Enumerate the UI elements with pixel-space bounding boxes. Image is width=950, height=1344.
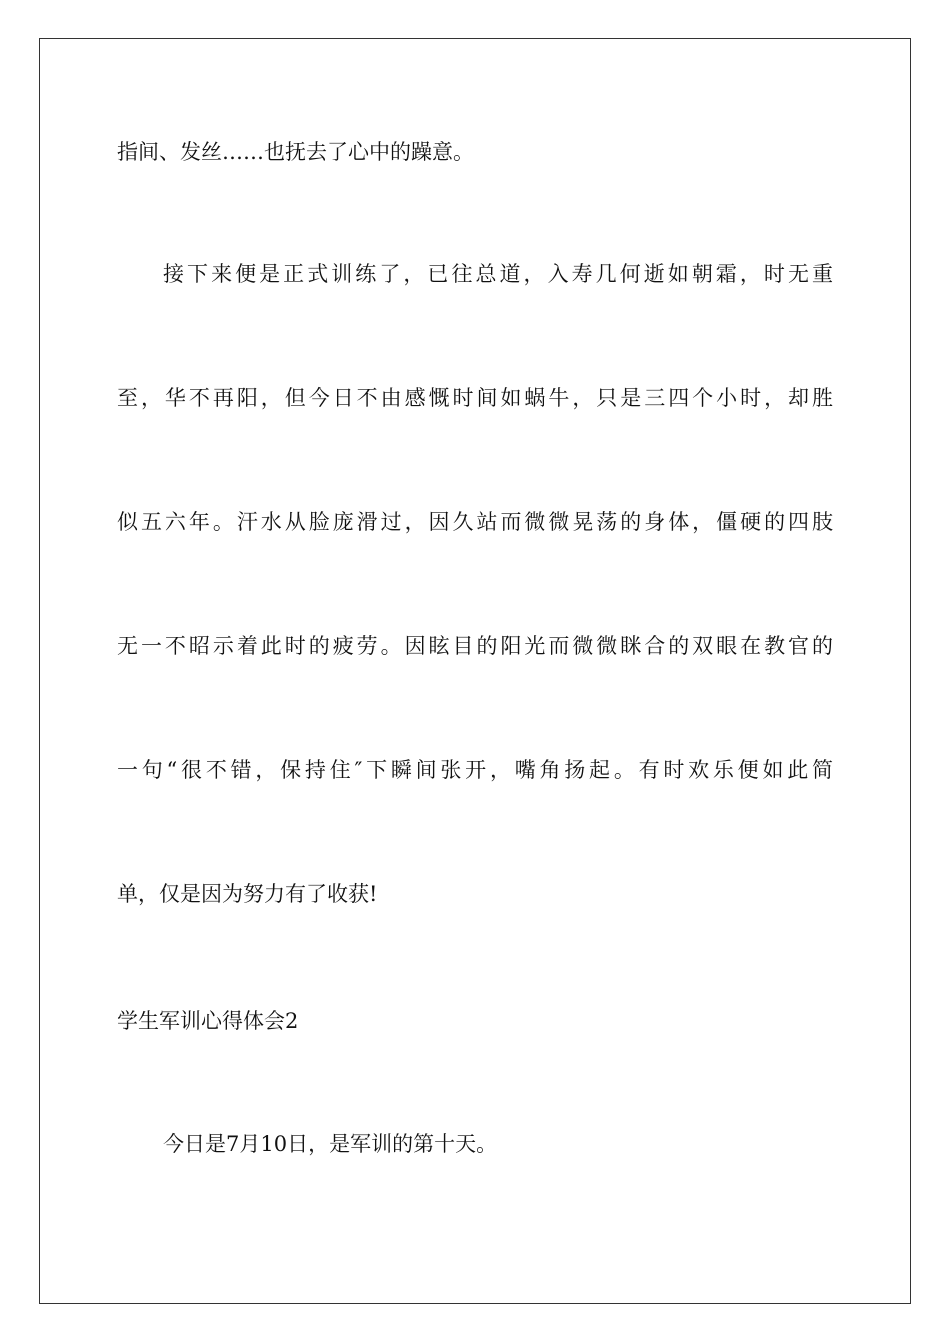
page-border bbox=[39, 38, 911, 1304]
section-heading: 学生军训心得体会2 bbox=[117, 1009, 299, 1033]
paragraph-line: 今日是7月10日，是军训的第十天。 bbox=[163, 1132, 498, 1156]
paragraph-line: 接下来便是正式训练了，已往总道，入寿几何逝如朝霜，时无重 bbox=[163, 262, 833, 286]
paragraph-line: 无一不昭示着此时的疲劳。因眩目的阳光而微微眯合的双眼在教官的 bbox=[117, 634, 833, 658]
paragraph-line: 一句“很不错，保持住″下瞬间张开，嘴角扬起。有时欢乐便如此简 bbox=[117, 758, 833, 782]
paragraph-line: 至，华不再阳，但今日不由感慨时间如蜗牛，只是三四个小时，却胜 bbox=[117, 386, 833, 410]
paragraph-line: 似五六年。汗水从脸庞滑过，因久站而微微晃荡的身体，僵硬的四肢 bbox=[117, 510, 833, 534]
paragraph-line: 单，仅是因为努力有了收获! bbox=[117, 882, 378, 906]
paragraph-line: 指间、发丝……也抚去了心中的躁意。 bbox=[117, 140, 474, 164]
